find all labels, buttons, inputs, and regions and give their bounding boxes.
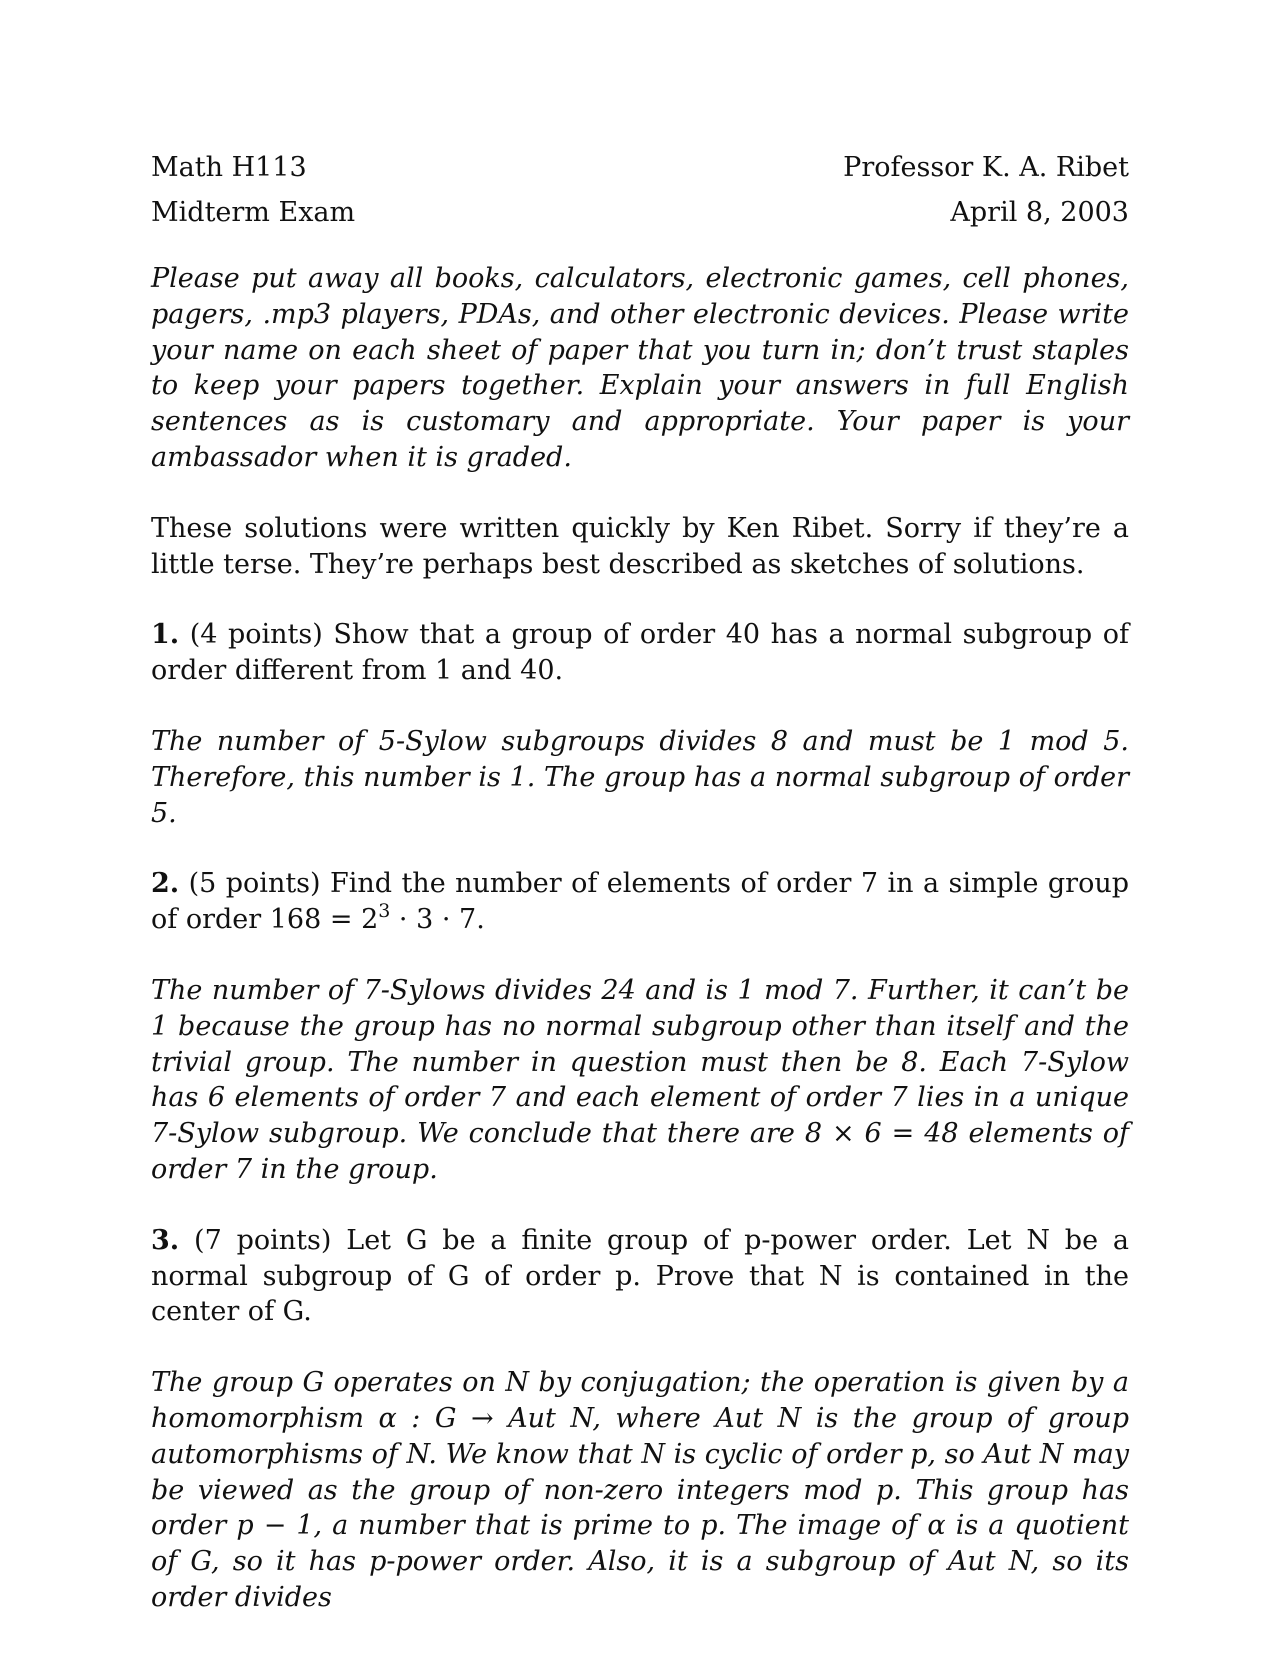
problem-1-question [151, 617, 1129, 689]
problem-3-text: (7 points) Let G be a finite group of p-power order. Let N be a normal subgroup of G of order p. Prove that N is contained in the center of G. [151, 1224, 1129, 1328]
solutions-note: These solutions were written quickly by Ken Ribet. Sorry if they’re a little terse. They’re perhaps best described as sketches of solutions. [151, 512, 1129, 580]
exam-page [151, 145, 1129, 1616]
problem-2-text: (5 points) Find the number of elements of order 7 in a simple group of order 168 = 2 [151, 868, 1129, 936]
problem-2-solution: The number of 7-Sylows divides 24 and is 1 mod 7. Further, it can’t be 1 because the group has no normal subgroup other than itself and the trivial group. The number in question must then be 8. Each 7-Sylow has 6 elements of order 7 and each element of order 7 lies in a unique 7-Sylow subgroup. We conclude that there are 8 × 6 = 48 elements of order 7 in the group. [151, 974, 1129, 1185]
exam-date: April 8, 2003 [950, 197, 1129, 228]
instructions-paragraph: Please put away all books, calculators, electronic games, cell phones, pagers, .mp3 players, PDAs, and other electronic devices. Please write your name on each sheet of paper that you turn in; don’t trust staples to keep your papers together. Explain your answers in full English sentences as is customary and appropriate. Your paper is your ambassador when it is graded. [151, 263, 1129, 473]
header-row-1 [151, 145, 1129, 190]
course-title: Math H113 [151, 152, 307, 183]
problem-3-solution: The group G operates on N by conjugation; the operation is given by a homomorphism α : G → Aut N, where Aut N is the group of group automorphisms of N. We know that N is cyclic of order p, so Aut N may be viewed as the group of non-zero integers mod p. This group has order p − 1, a number that is prime to p. The image of α is a quotient of G, so it has p-power order. Also, it is a subgroup of Aut N, so its order divides [151, 1367, 1129, 1613]
problem-1-number: 1. [151, 619, 180, 651]
problem-2-text-end: · 3 · 7. [390, 904, 485, 936]
problem-3-question [151, 1223, 1129, 1330]
problem-2-number: 2. [151, 868, 180, 900]
problem-1-solution: The number of 5-Sylow subgroups divides 8 and must be 1 mod 5. Therefore, this number is 1. The group has a normal subgroup of order 5. [151, 725, 1129, 829]
exam-title: Midterm Exam [151, 197, 356, 228]
problem-2-exponent: 3 [378, 900, 391, 923]
professor-name: Professor K. A. Ribet [843, 152, 1129, 183]
problem-1-text: (4 points) Show that a group of order 40 has a normal subgroup of order different from 1 and 40. [151, 619, 1129, 687]
problem-2-question [151, 866, 1129, 938]
header-row-2 [151, 190, 1129, 235]
problem-3-number: 3. [151, 1224, 180, 1256]
